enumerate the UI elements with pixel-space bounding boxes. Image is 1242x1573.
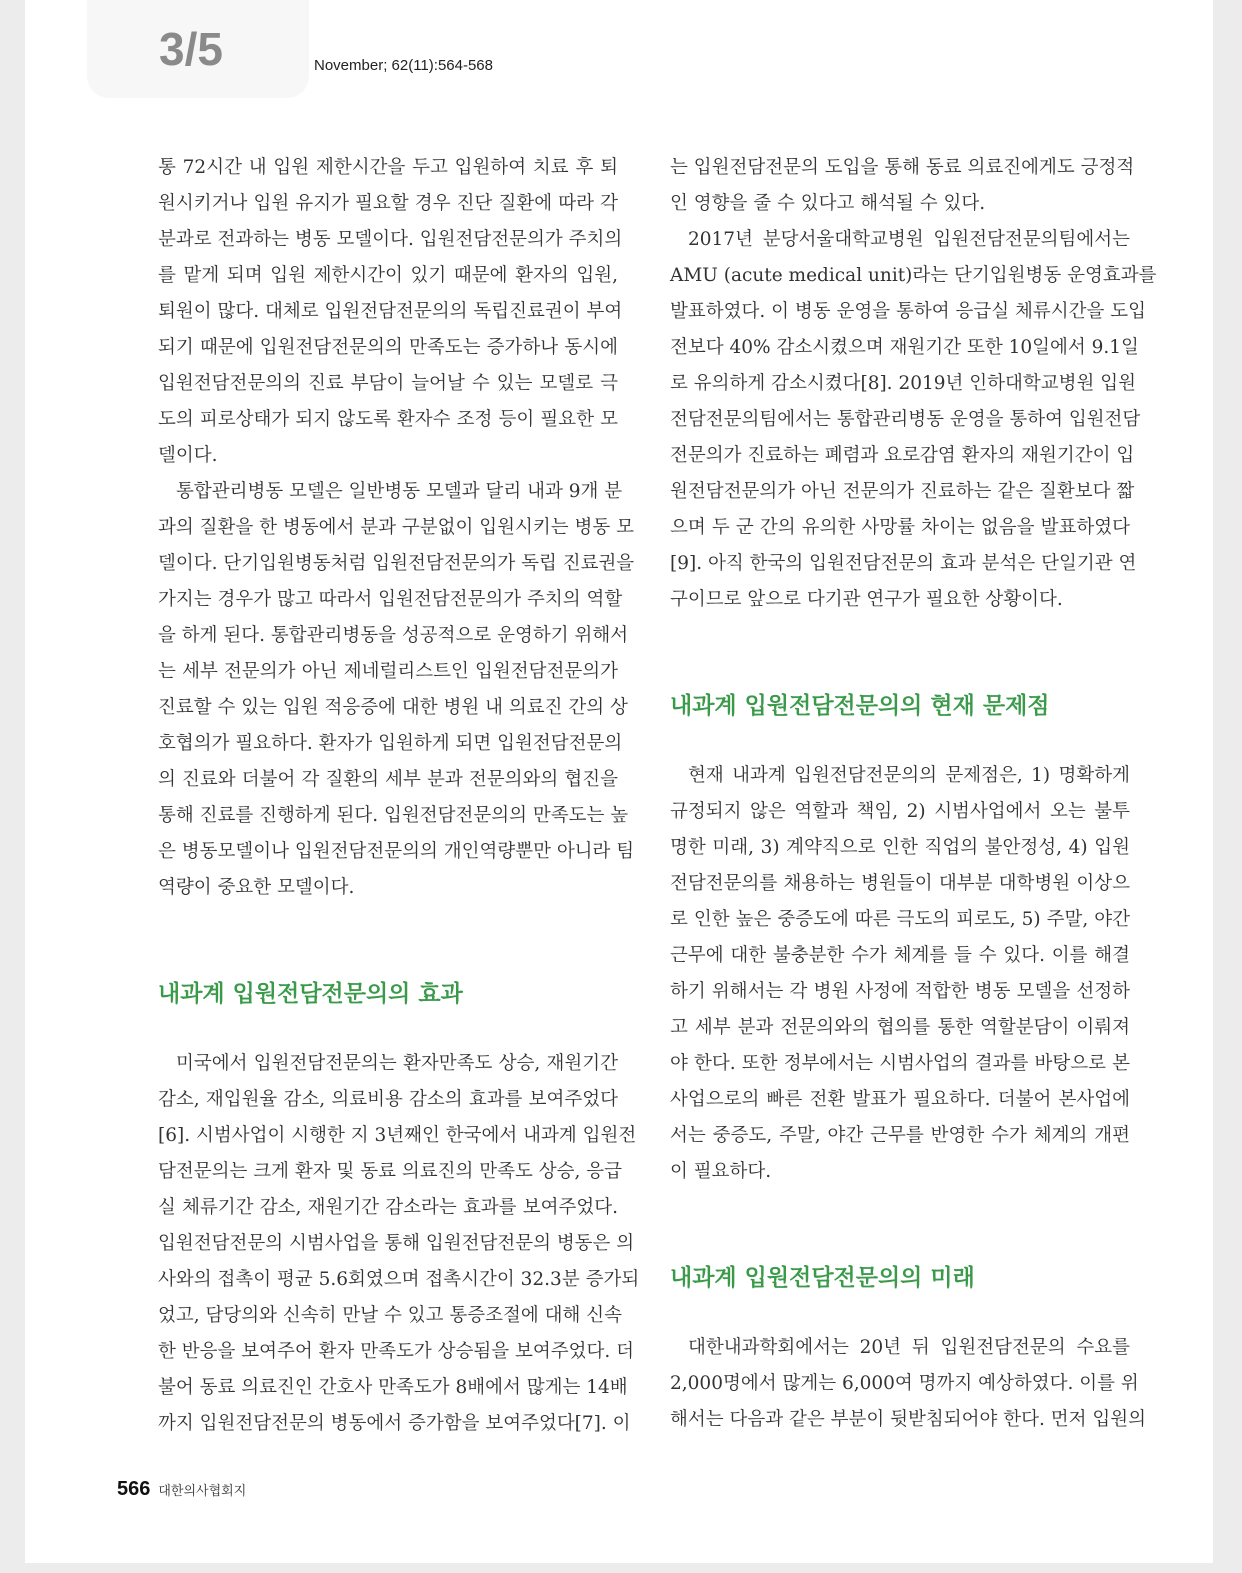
text-line: 로 유의하게 감소시켰다[8]. 2019년 인하대학교병원 입원 xyxy=(670,373,1136,394)
paragraph xyxy=(670,1330,1146,1438)
text-line: 되기 때문에 입원전담전문의의 만족도는 증가하나 동시에 xyxy=(158,337,618,358)
text-line: 통 72시간 내 입원 제한시간을 두고 입원하여 치료 후 퇴 xyxy=(158,157,618,178)
text-line: 의 진료와 더불어 각 질환의 세부 분과 전문의와의 협진을 xyxy=(158,769,618,790)
text-line: 델이다. xyxy=(158,445,218,466)
text-line: 감소, 재입원율 감소, 의료비용 감소의 효과를 보여주었다 xyxy=(158,1089,618,1110)
text-line: 사와의 접촉이 평균 5.6회였으며 접촉시간이 32.3분 증가되 xyxy=(158,1269,640,1290)
text-line: 분과로 전과하는 병동 모델이다. 입원전담전문의가 주치의 xyxy=(158,229,623,250)
left-column xyxy=(158,150,640,1442)
section-heading: 내과계 입원전담전문의의 효과 xyxy=(158,981,463,1007)
paragraph xyxy=(158,150,623,474)
text-line: 야 한다. 또한 정부에서는 시범사업의 결과를 바탕으로 본 xyxy=(670,1053,1130,1074)
text-line: 인 영향을 줄 수 있다고 해석될 수 있다. xyxy=(670,193,986,214)
paragraph xyxy=(670,150,1135,222)
text-line: 입원전담전문의 시범사업을 통해 입원전담전문의 병동은 의 xyxy=(158,1233,635,1254)
journal-name: 대한의사협회지 xyxy=(158,1483,247,1498)
text-line: 실 체류기간 감소, 재원기간 감소라는 효과를 보여주었다. xyxy=(158,1197,618,1218)
text-line: 미국에서 입원전담전문의는 환자만족도 상승, 재원기간 xyxy=(176,1053,618,1074)
text-line: 통해 진료를 진행하게 된다. 입원전담전문의의 만족도는 높 xyxy=(158,805,629,826)
text-line: 로 인한 높은 중증도에 따른 극도의 피로도, 5) 주말, 야간 xyxy=(670,909,1130,930)
text-line: 으며 두 군 간의 유의한 사망률 차이는 없음을 발표하였다 xyxy=(670,517,1130,538)
text-line: 한 반응을 보여주어 환자 만족도가 상승됨을 보여주었다. 더 xyxy=(158,1341,634,1362)
paragraph xyxy=(158,474,635,906)
text-line: 을 하게 된다. 통합관리병동을 성공적으로 운영하기 위해서 xyxy=(158,625,629,646)
text-line: 서는 중증도, 주말, 야간 근무를 반영한 수가 체계의 개편 xyxy=(670,1125,1130,1146)
page-number: 566 xyxy=(117,1478,151,1500)
text-line: 해서는 다음과 같은 부분이 뒷받침되어야 한다. 먼저 입원의 xyxy=(670,1409,1146,1430)
text-line: 사업으로의 빠른 전환 발표가 필요하다. 더불어 본사업에 xyxy=(670,1089,1130,1110)
text-line: 근무에 대한 불충분한 수가 체계를 들 수 있다. 이를 해결 xyxy=(670,945,1130,966)
text-line: 명한 미래, 3) 계약직으로 인한 직업의 불안정성, 4) 입원 xyxy=(670,837,1130,858)
text-line: 까지 입원전담전문의 병동에서 증가함을 보여주었다[7]. 이 xyxy=(158,1413,631,1434)
paragraph xyxy=(670,758,1130,1190)
paragraph xyxy=(158,1046,640,1442)
text-line: 이 필요하다. xyxy=(670,1161,772,1182)
section-heading: 내과계 입원전담전문의의 현재 문제점 xyxy=(670,693,1050,719)
text-line: 원전담전문의가 아닌 전문의가 진료하는 같은 질환보다 짧 xyxy=(670,481,1135,502)
text-line: 퇴원이 많다. 대체로 입원전담전문의의 독립진료권이 부여 xyxy=(158,301,623,322)
text-line: 전보다 40% 감소시켰으며 재원기간 또한 10일에서 9.1일 xyxy=(670,337,1139,358)
text-line: 호협의가 필요하다. 환자가 입원하게 되면 입원전담전문의 xyxy=(158,733,623,754)
page-indicator xyxy=(87,0,309,98)
text-line: 전문의가 진료하는 폐렴과 요로감염 환자의 재원기간이 입 xyxy=(670,445,1135,466)
page-indicator-text: 3/5 xyxy=(159,23,223,75)
paragraph xyxy=(670,222,1157,618)
page-footer xyxy=(117,1478,246,1501)
text-line: 대한내과학회에서는 20년 뒤 입원전담전문의 수요를 xyxy=(688,1337,1130,1358)
text-line: 담전문의는 크게 환자 및 동료 의료진의 만족도 상승, 응급 xyxy=(158,1161,622,1182)
text-line: 현재 내과계 입원전담전문의의 문제점은, 1) 명확하게 xyxy=(688,765,1130,786)
text-line: 2,000명에서 많게는 6,000여 명까지 예상하였다. 이를 위 xyxy=(670,1373,1139,1394)
text-line: 2017년 분당서울대학교병원 입원전담전문의팀에서는 xyxy=(688,229,1130,250)
text-line: AMU (acute medical unit)라는 단기입원병동 운영효과를 xyxy=(670,265,1157,286)
text-line: [9]. 아직 한국의 입원전담전문의 효과 분석은 단일기관 연 xyxy=(670,553,1137,574)
text-line: 발표하였다. 이 병동 운영을 통하여 응급실 체류시간을 도입 xyxy=(670,301,1146,322)
text-line: 하기 위해서는 각 병원 사정에 적합한 병동 모델을 선정하 xyxy=(670,981,1130,1002)
text-line: 구이므로 앞으로 다기관 연구가 필요한 상황이다. xyxy=(670,589,1063,610)
text-line: 전담전문의팀에서는 통합관리병동 운영을 통하여 입원전담 xyxy=(670,409,1141,430)
text-line: 진료할 수 있는 입원 적응증에 대한 병원 내 의료진 간의 상 xyxy=(158,697,628,718)
text-line: 입원전담전문의의 진료 부담이 늘어날 수 있는 모델로 극 xyxy=(158,373,618,394)
text-line: 전담전문의를 채용하는 병원들이 대부분 대학병원 이상으 xyxy=(670,873,1130,894)
text-line: 는 입원전담전문의 도입을 통해 동료 의료진에게도 긍정적 xyxy=(670,157,1135,178)
text-line: 은 병동모델이나 입원전담전문의의 개인역량뿐만 아니라 팀 xyxy=(158,841,635,862)
text-line: 를 맡게 되며 입원 제한시간이 있기 때문에 환자의 입원, xyxy=(158,265,618,286)
journal-citation: November; 62(11):564-568 xyxy=(314,57,493,74)
document-page xyxy=(25,0,1213,1563)
text-line: 규정되지 않은 역할과 책임, 2) 시범사업에서 오는 불투 xyxy=(670,801,1130,822)
text-line: 도의 피로상태가 되지 않도록 환자수 조정 등이 필요한 모 xyxy=(158,409,618,430)
text-line: 역량이 중요한 모델이다. xyxy=(158,877,355,898)
text-line: 가지는 경우가 많고 따라서 입원전담전문의가 주치의 역할 xyxy=(158,589,623,610)
section-heading: 내과계 입원전담전문의의 미래 xyxy=(670,1265,975,1291)
text-line: 과의 질환을 한 병동에서 분과 구분없이 입원시키는 병동 모 xyxy=(158,517,634,538)
text-line: 불어 동료 의료진인 간호사 만족도가 8배에서 많게는 14배 xyxy=(158,1377,628,1398)
text-line: [6]. 시범사업이 시행한 지 3년째인 한국에서 내과계 입원전 xyxy=(158,1125,637,1146)
right-column xyxy=(670,150,1157,1438)
text-line: 는 세부 전문의가 아닌 제네럴리스트인 입원전담전문의가 xyxy=(158,661,618,682)
text-line: 통합관리병동 모델은 일반병동 모델과 달리 내과 9개 분 xyxy=(176,481,623,502)
text-line: 고 세부 분과 전문의와의 협의를 통한 역할분담이 이뤄져 xyxy=(670,1017,1130,1038)
text-line: 원시키거나 입원 유지가 필요할 경우 진단 질환에 따라 각 xyxy=(158,193,618,214)
text-line: 었고, 담당의와 신속히 만날 수 있고 통증조절에 대해 신속 xyxy=(158,1305,622,1326)
text-line: 델이다. 단기입원병동처럼 입원전담전문의가 독립 진료권을 xyxy=(158,553,635,574)
